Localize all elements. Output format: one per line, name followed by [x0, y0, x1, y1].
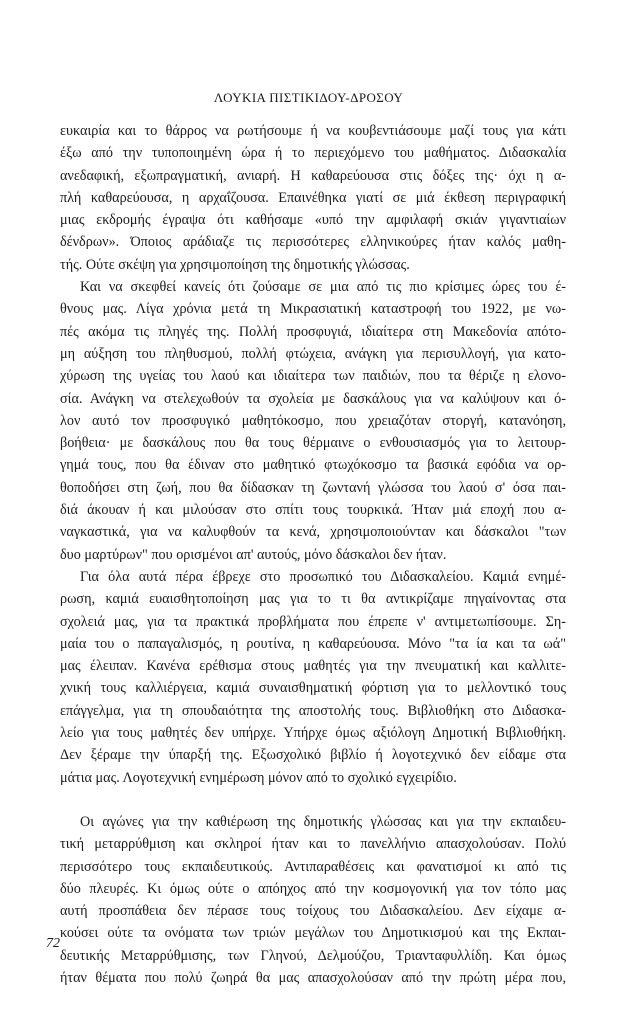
text-line: δένδρων». Όποιος αράδιαζε τις περισσότερες ελληνικούρες ήταν καλός μαθη-	[60, 234, 566, 251]
page-number: 72	[46, 936, 60, 951]
body-text	[60, 120, 566, 989]
text-line: Οι αγώνες για την καθιέρωση της δημοτικής γλώσσας και για την εκπαιδευ-	[80, 813, 566, 830]
text-line: δύο πλευρές. Κι όμως ούτε ο απόηχος από την κοσμογονική για τον τόπο μας	[60, 880, 566, 897]
text-line: μας έλειπαν. Κανένα ερέθισμα στους μαθητές για την πνευματική και καλλιτε-	[60, 658, 566, 675]
text-line: επάγγελμα, για τη σπουδαιότητα της αποστολής τους. Βιβλιοθήκη στο Διδασκα-	[60, 702, 566, 719]
text-line: ναγκαστικά, για να καλυφθούν τα κενά, χρησιμοποιούνταν και δάσκαλοι "των	[60, 524, 566, 541]
text-line: ρωση, καμιά ευαισθητοποίηση μας για το τι θα αντικρίζαμε πηγαίνοντας στα	[60, 591, 566, 608]
text-line: ήταν θέματα που πολύ ζωηρά θα μας απασχολούσαν από την πρώτη μέρα που,	[60, 969, 566, 986]
text-line: μη αύξηση του πληθυσμού, πολλή φτώχεια, ανάγκη για περισυλλογή, για κατο-	[60, 345, 566, 362]
text-line: μαία του ο παπαγαλισμός, η ρουτίνα, η καθαρεύουσα. Μόνο "τα ία και τα ωά"	[60, 635, 566, 652]
paragraph-1	[60, 120, 566, 276]
text-line: σχολειά μας, για τα πρακτικά προβλήματα που έπρεπε ν' αντιμετωπίσουμε. Ση-	[60, 613, 566, 630]
text-line: μιας εκδρομής έγραψα ότι καθήσαμε «υπό την αμφιλαφή σκιάν γιγαντιαίων	[60, 212, 566, 229]
text-line: σία. Ανάγκη να στελεχωθούν τα σχολεία με δασκάλους για να καλύψουν και ό-	[60, 390, 566, 407]
text-line: θνους μας. Λίγα χρόνια μετά τη Μικρασιατική καταστροφή του 1922, με νω-	[60, 301, 566, 318]
text-line: Για όλα αυτά πέρα έβρεχε στο προσωπικό του Διδασκαλείου. Καμιά ενημέ-	[80, 568, 566, 585]
text-line: δευτικής Μεταρρύθμισης, των Γληνού, Δελμούζου, Τριανταφυλλίδη. Και όμως	[60, 947, 566, 964]
text-line: πές ακόμα τις πληγές της. Πολλή προσφυγιά, ιδιαίτερα στη Μακεδονία απότο-	[60, 323, 566, 340]
text-line: Και να σκεφθεί κανείς ότι ζούσαμε σε μια από τις πιο κρίσιμες ώρες του έ-	[80, 279, 566, 296]
text-line: θοποδήσει στη ζωή, που θα δίδασκαν τη ζωντανή γλώσσα του λαού σ' όσα παι-	[60, 479, 566, 496]
text-line: έξω από την τυποποιημένη ώρα ή το περιεχόμενο του μαθήματος. Διδασκαλία	[60, 145, 566, 162]
text-line: Δεν ξέραμε την ύπαρξή της. Εξωσχολικό βιβλίο ή λογοτεχνικό δεν είδαμε στα	[60, 747, 566, 764]
text-line: τική μεταρρύθμιση και σκληροί ήταν και το πανελλήνιο απασχολούσαν. Πολύ	[60, 836, 566, 853]
text-line: περισσότερο τους εκπαιδευτικούς. Αντιπαραθέσεις και φανατισμοί κι από τις	[60, 858, 566, 875]
text-line: λείο για τους μαθητές δεν υπήρχε. Υπήρχε όμως αξιόλογη Δημοτική Βιβλιοθήκη.	[60, 725, 566, 742]
paragraph-2	[60, 276, 566, 566]
text-line: κούσει ούτε τα ονόματα των τριών μεγάλων του Δημοτικισμού και της Εκπαι-	[60, 925, 566, 942]
text-line: ανεδαφική, εξωπραγματική, ανιαρή. Η καθαρεύουσα στις δόξες της· όχι η α-	[60, 167, 566, 184]
text-line: βοήθεια· με δασκάλους που θα τους θέρμαινε ο ενθουσιασμός για το λειτουρ-	[60, 435, 566, 452]
running-header: ΛΟΥΚΙΑ ΠΙΣΤΙΚΙΔΟΥ-ΔΡΟΣΟΥ	[213, 90, 404, 105]
text-line: ευκαιρία και το θάρρος να ρωτήσουμε ή να κουβεντιάσουμε μαζί τους για κάτι	[60, 123, 566, 139]
text-line: δυο μαρτύρων" που ορισμένοι απ' αυτούς, μόνο δάσκαλοι δεν ήταν.	[60, 546, 447, 563]
text-line: χνική τους καλλιέργεια, καμιά συναισθηματική φόρτιση για το μελλοντικό τους	[60, 680, 566, 697]
text-line: χύρωση της υγείας του λαού και ιδιαίτερα των παιδιών, που τα θέριζε η ελονο-	[60, 368, 566, 385]
paragraph-4	[60, 811, 566, 989]
text-line: λον αυτό τον προσφυγικό μαθητόκοσμο, που χρειαζόταν στοργή, κατανόηση,	[60, 412, 566, 429]
paragraph-3	[60, 566, 566, 789]
text-line: διά άκουαν ή και μιλούσαν στο σπίτι τους τουρκικά. Ήταν μιά εποχή που α-	[60, 502, 566, 519]
text-line: αυτή προσπάθεια δεν πέρασε τους τοίχους του Διδασκαλείου. Δεν είχαμε α-	[60, 903, 566, 920]
text-line: γημά τους, που θα έδιναν στο μαθητικό φτωχόκοσμο τα βασικά εφόδια να ορ-	[60, 457, 566, 474]
text-line: μάτια μας. Λογοτεχνική ενημέρωση μόνον από το σχολικό εγχειρίδιο.	[60, 769, 457, 786]
text-line: πλή καθαρεύουσα, η αρχαΐζουσα. Επαινέθηκα γιατί σε μιά έκθεση περιγραφική	[60, 189, 566, 206]
paragraph-gap	[60, 789, 566, 811]
text-line: τής. Ούτε σκέψη για χρησιμοποίηση της δημοτικής γλώσσας.	[60, 256, 410, 273]
